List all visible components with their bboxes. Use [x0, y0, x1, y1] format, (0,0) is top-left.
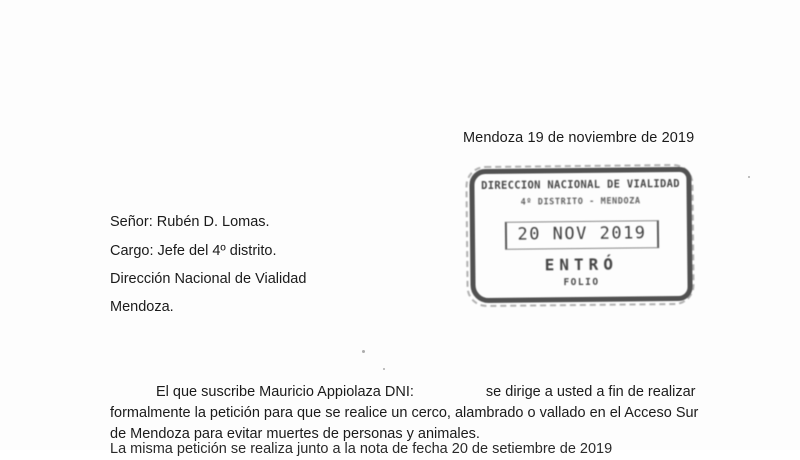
stamp-folio-label: FOLIO	[563, 276, 600, 289]
scan-speck	[748, 176, 750, 178]
stamp-title: DIRECCION NACIONAL DE VIALIDAD	[481, 177, 680, 193]
stamp-subtitle: 4º DISTRITO - MENDOZA	[520, 196, 641, 208]
letter-body	[110, 382, 710, 445]
scan-speck	[383, 368, 385, 370]
received-stamp	[469, 167, 692, 303]
letter-date: Mendoza 19 de noviembre de 2019	[463, 130, 695, 146]
body-line-4-partial: La misma petición se realiza junto a la nota de fecha 20 de setiembre de 2019	[110, 441, 613, 457]
addressee-city: Mendoza.	[110, 299, 174, 315]
body-line-2: formalmente la petición para que se realice un cerco, alambrado o vallado en el Acceso Sur	[110, 405, 699, 421]
body-line-1-start: El que suscribe Mauricio Appiolaza DNI:	[156, 384, 414, 400]
scan-speck	[362, 350, 365, 353]
addressee-organization: Dirección Nacional de Vialidad	[110, 271, 307, 287]
addressee-position: Cargo: Jefe del 4º distrito.	[110, 243, 277, 259]
stamp-received-label: ENTRÓ	[544, 254, 618, 275]
body-line-cut	[110, 441, 702, 457]
addressee-name: Señor: Rubén D. Lomas.	[110, 214, 270, 230]
body-line-1-end: se dirige a usted a fin de realizar	[485, 384, 696, 400]
body-line	[110, 382, 710, 403]
stamp-date: 20 NOV 2019	[517, 223, 647, 245]
stamp-date-box	[505, 220, 659, 250]
body-line-3: de Mendoza para evitar muertes de personas y animales.	[110, 426, 480, 442]
